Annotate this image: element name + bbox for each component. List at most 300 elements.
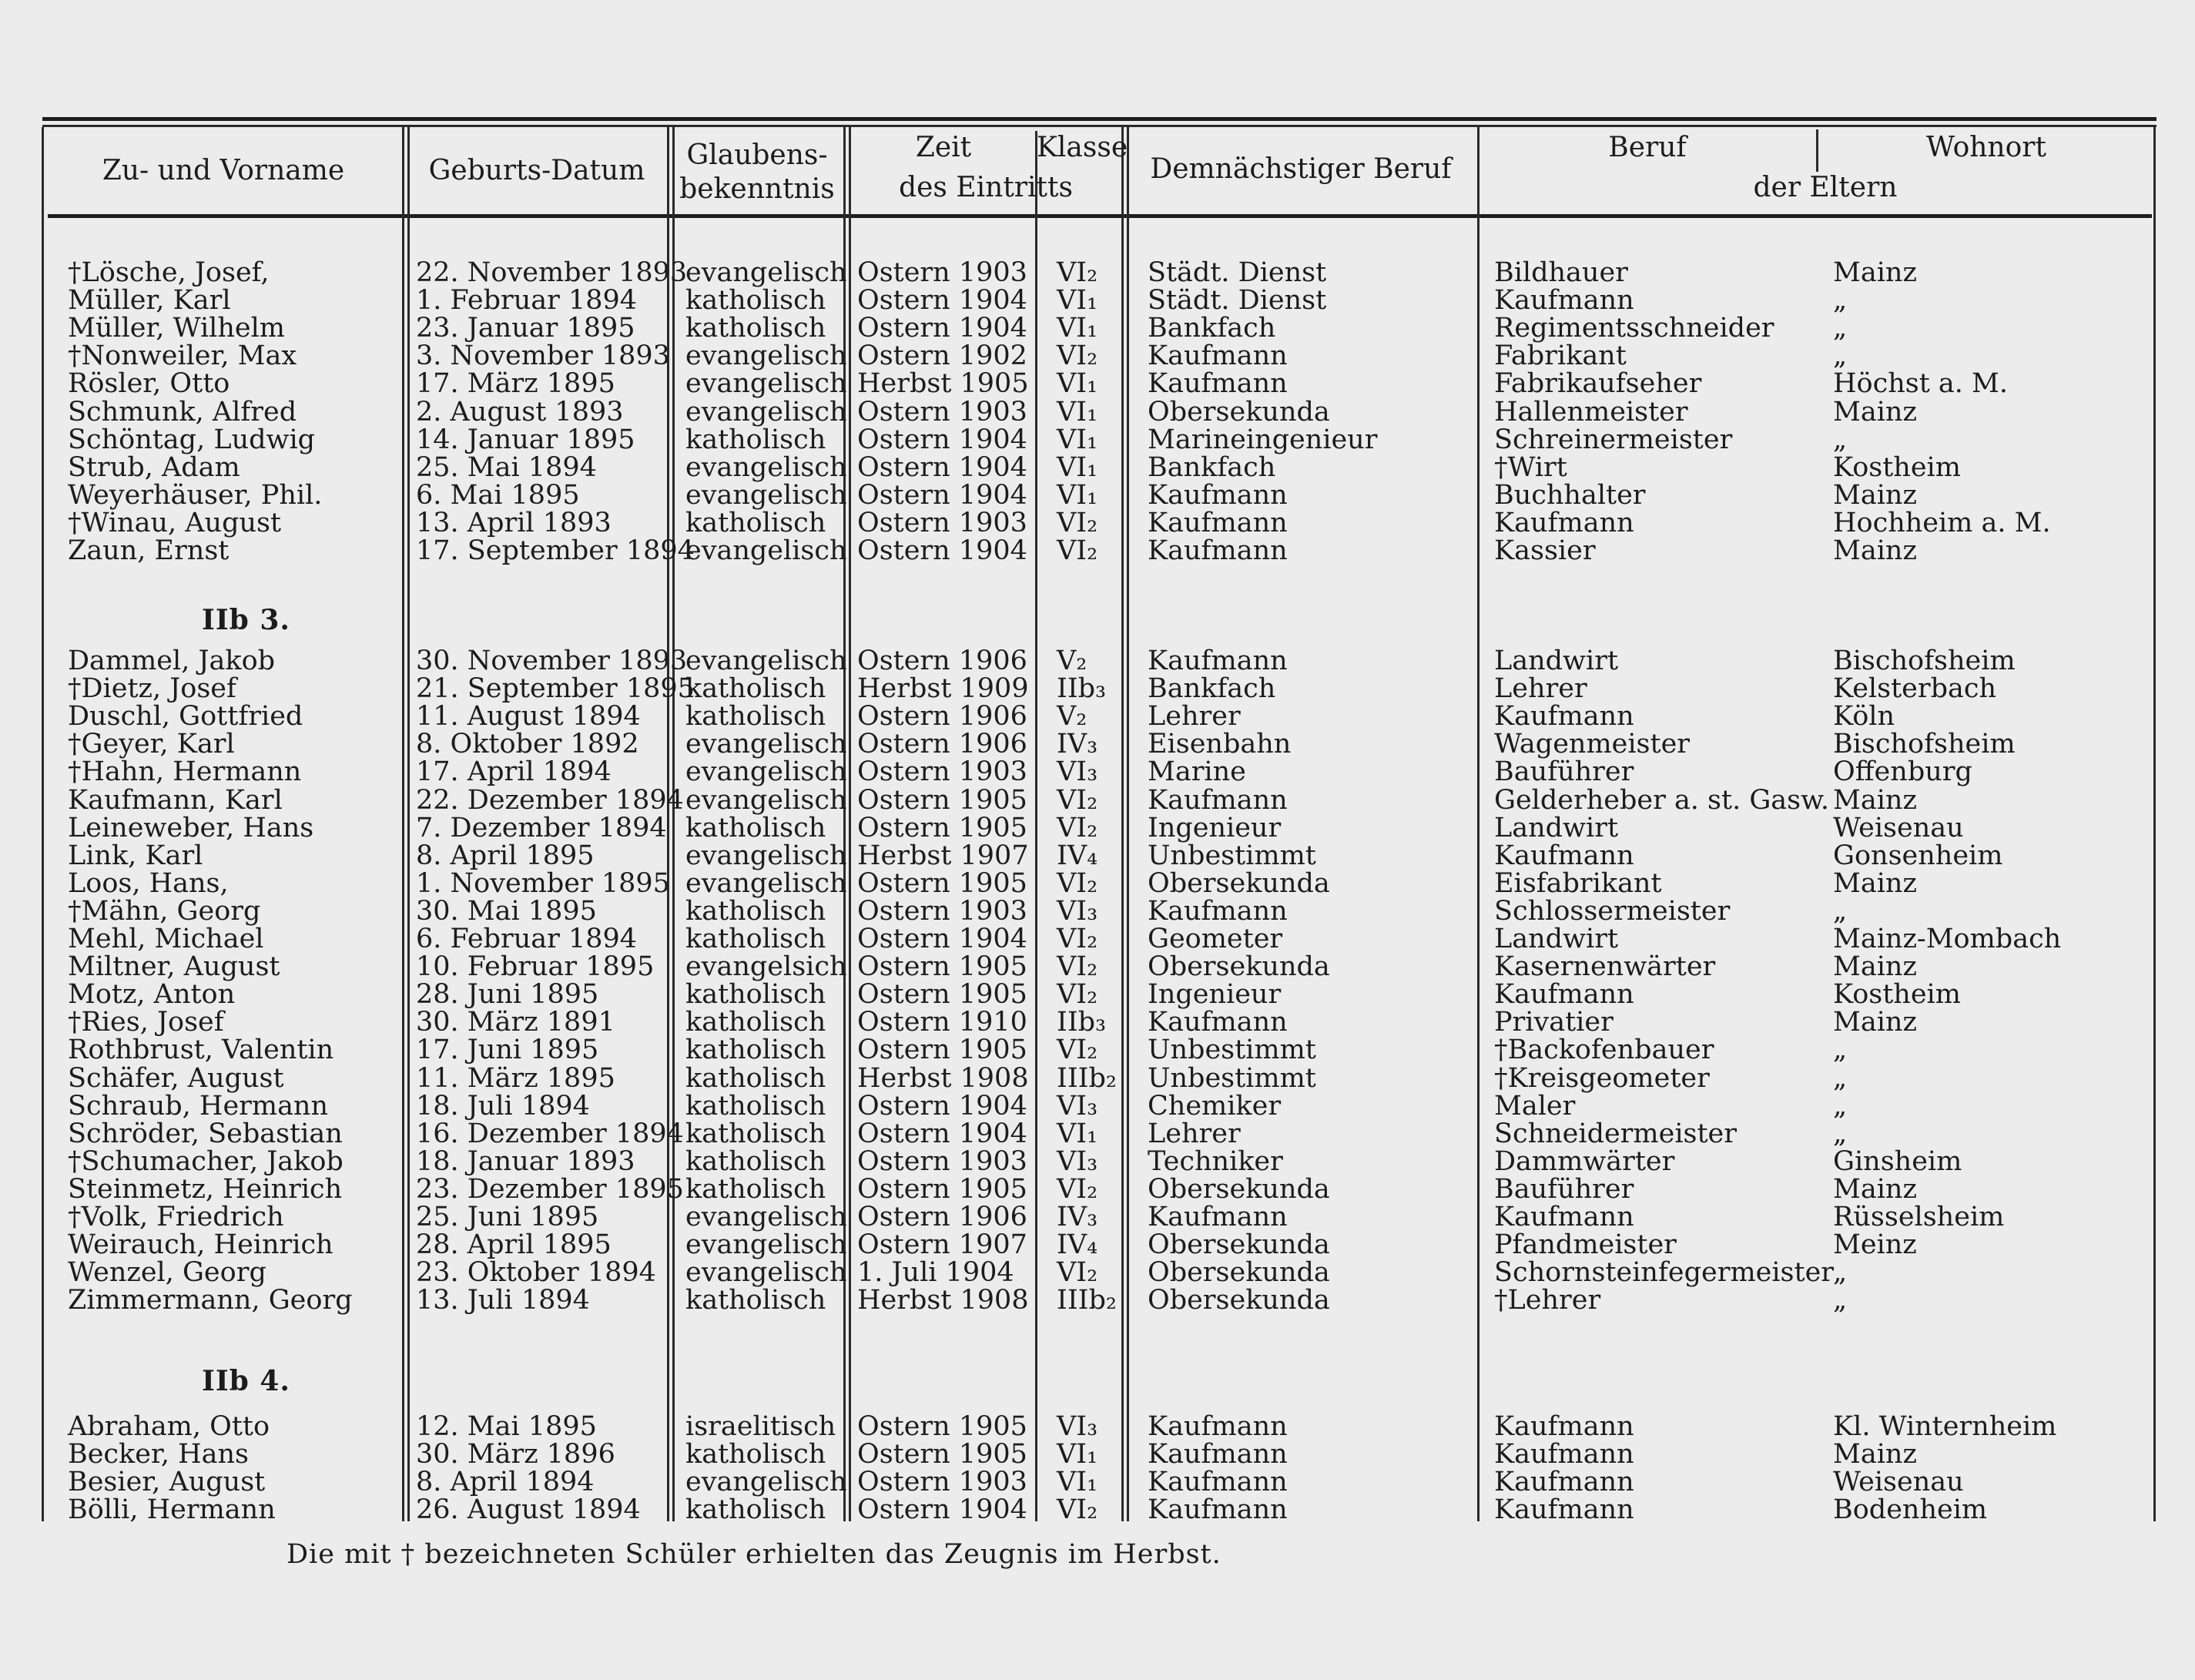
- cell-class: IIb₃: [1057, 673, 1107, 705]
- cell-residence: Mainz: [1833, 784, 1917, 816]
- cell-entry: Ostern 1905: [857, 1439, 1027, 1470]
- cell-name: †Lösche, Josef,: [68, 257, 270, 288]
- cell-class: IV₃: [1057, 1202, 1098, 1232]
- cell-religion: evangelisch: [685, 1202, 847, 1232]
- cell-name: Abraham, Otto: [68, 1411, 270, 1442]
- header-residence: Wohnort: [1926, 132, 2046, 163]
- cell-entry: Ostern 1904: [857, 451, 1027, 483]
- cell-name: †Volk, Friedrich: [68, 1202, 284, 1232]
- cell-parent-job: Kaufmann: [1494, 701, 1634, 733]
- cell-future: Marineingenieur: [1148, 424, 1378, 455]
- column-divider: [2153, 127, 2156, 1521]
- cell-religion: evangelisch: [685, 451, 847, 483]
- cell-parent-job: Schreinermeister: [1494, 424, 1733, 455]
- column-divider: [1121, 127, 1129, 1521]
- cell-birth: 14. Januar 1895: [416, 424, 635, 455]
- cell-parent-job: Schornsteinfegermeister: [1494, 1257, 1835, 1289]
- cell-parent-job: Schneidermeister: [1494, 1118, 1737, 1149]
- top-rule: [42, 117, 2156, 121]
- cell-birth: 22. Dezember 1894: [416, 784, 684, 816]
- cell-future: Chemiker: [1148, 1090, 1282, 1122]
- cell-parent-job: Kassier: [1494, 535, 1596, 566]
- cell-class: VI₁: [1057, 285, 1098, 317]
- cell-class: VI₂: [1057, 812, 1098, 843]
- cell-parent-job: Fabrikant: [1494, 340, 1627, 372]
- cell-residence: Mainz: [1833, 479, 1917, 511]
- cell-entry: Herbst 1907: [857, 840, 1029, 871]
- cell-residence: Ginsheim: [1833, 1145, 1962, 1177]
- cell-entry: Ostern 1903: [857, 1467, 1027, 1498]
- cell-class: VI₂: [1057, 1257, 1098, 1289]
- cell-future: Kaufmann: [1148, 507, 1288, 538]
- cell-birth: 30. Mai 1895: [416, 895, 597, 927]
- cell-residence: „: [1833, 1062, 1848, 1094]
- cell-name: Dammel, Jakob: [68, 646, 276, 676]
- cell-birth: 21. September 1895: [416, 673, 695, 705]
- cell-name: Weirauch, Heinrich: [68, 1229, 333, 1261]
- cell-birth: 23. Januar 1895: [416, 313, 635, 344]
- cell-parent-job: Dammwärter: [1494, 1145, 1675, 1177]
- cell-birth: 11. August 1894: [416, 701, 641, 733]
- cell-birth: 17. März 1895: [416, 368, 615, 400]
- cell-name: Weyerhäuser, Phil.: [68, 479, 323, 511]
- cell-future: Obersekunda: [1148, 867, 1330, 899]
- cell-name: Müller, Karl: [68, 285, 231, 317]
- cell-entry: Ostern 1905: [857, 979, 1027, 1011]
- cell-religion: katholisch: [685, 1285, 826, 1316]
- cell-entry: Ostern 1904: [857, 1494, 1027, 1526]
- cell-religion: evangelisch: [685, 340, 847, 372]
- column-divider: [667, 127, 675, 1521]
- cell-class: VI₁: [1057, 479, 1098, 511]
- cell-future: Kaufmann: [1148, 1007, 1288, 1038]
- cell-future: Techniker: [1148, 1145, 1283, 1177]
- cell-residence: Hochheim a. M.: [1833, 507, 2051, 538]
- cell-birth: 13. Juli 1894: [416, 1285, 590, 1316]
- cell-name: Schmunk, Alfred: [68, 396, 297, 428]
- cell-religion: evangelisch: [685, 368, 847, 400]
- cell-religion: evangelisch: [685, 1229, 847, 1261]
- cell-future: Kaufmann: [1148, 535, 1288, 566]
- cell-birth: 23. Dezember 1895: [416, 1173, 684, 1205]
- cell-parent-job: Schlossermeister: [1494, 895, 1731, 927]
- cell-religion: evangelisch: [685, 257, 847, 288]
- cell-residence: Bodenheim: [1833, 1494, 1988, 1526]
- header-entry: des Eintritts: [899, 172, 1073, 203]
- cell-class: VI₂: [1057, 1034, 1098, 1066]
- header-religion-2: bekenntnis: [679, 173, 835, 205]
- cell-religion: katholisch: [685, 285, 826, 317]
- cell-parent-job: Landwirt: [1494, 646, 1619, 676]
- cell-residence: Köln: [1833, 701, 1895, 733]
- cell-future: Lehrer: [1148, 1118, 1241, 1149]
- cell-class: VI₁: [1057, 424, 1098, 455]
- cell-parent-job: Kaufmann: [1494, 1202, 1634, 1232]
- cell-parent-job: Kaufmann: [1494, 1494, 1634, 1526]
- cell-parent-job: Bauführer: [1494, 1173, 1634, 1205]
- cell-birth: 17. Juni 1895: [416, 1034, 599, 1066]
- cell-birth: 1. November 1895: [416, 867, 670, 899]
- cell-class: IIIb₂: [1057, 1062, 1117, 1094]
- header-future: Demnächstiger Beruf: [1150, 153, 1452, 185]
- cell-future: Marine: [1148, 756, 1246, 788]
- cell-parent-job: Kasernenwärter: [1494, 951, 1716, 983]
- cell-parent-job: Regimentsschneider: [1494, 313, 1774, 344]
- cell-birth: 8. Oktober 1892: [416, 729, 639, 760]
- cell-entry: Herbst 1908: [857, 1285, 1029, 1316]
- cell-religion: katholisch: [685, 1007, 826, 1038]
- cell-residence: Mainz: [1833, 535, 1917, 566]
- cell-religion: katholisch: [685, 424, 826, 455]
- cell-entry: Ostern 1904: [857, 1090, 1027, 1122]
- cell-entry: Ostern 1905: [857, 1173, 1027, 1205]
- cell-birth: 6. Mai 1895: [416, 479, 580, 511]
- cell-future: Kaufmann: [1148, 1411, 1288, 1442]
- cell-class: VI₃: [1057, 1090, 1098, 1122]
- cell-future: Unbestimmt: [1148, 1062, 1316, 1094]
- cell-entry: Ostern 1905: [857, 812, 1027, 843]
- cell-entry: Ostern 1905: [857, 867, 1027, 899]
- header-time: Zeit: [915, 132, 972, 163]
- cell-class: VI₂: [1057, 979, 1098, 1011]
- cell-name: Leineweber, Hans: [68, 812, 314, 843]
- cell-birth: 18. Januar 1893: [416, 1145, 635, 1177]
- cell-parent-job: Buchhalter: [1494, 479, 1646, 511]
- cell-religion: katholisch: [685, 979, 826, 1011]
- cell-future: Städt. Dienst: [1148, 257, 1327, 288]
- cell-parent-job: Kaufmann: [1494, 285, 1634, 317]
- cell-birth: 23. Oktober 1894: [416, 1257, 656, 1289]
- cell-name: †Nonweiler, Max: [68, 340, 297, 372]
- cell-birth: 25. Juni 1895: [416, 1202, 599, 1232]
- cell-birth: 30. März 1891: [416, 1007, 615, 1038]
- cell-religion: katholisch: [685, 313, 826, 344]
- cell-entry: Ostern 1903: [857, 396, 1027, 428]
- cell-residence: Kostheim: [1833, 979, 1961, 1011]
- cell-parent-job: Hallenmeister: [1494, 396, 1688, 428]
- cell-birth: 11. März 1895: [416, 1062, 615, 1094]
- cell-birth: 18. Juli 1894: [416, 1090, 590, 1122]
- cell-name: †Dietz, Josef: [68, 673, 236, 705]
- cell-entry: Herbst 1908: [857, 1062, 1029, 1094]
- cell-birth: 3. November 1893: [416, 340, 670, 372]
- cell-entry: Ostern 1906: [857, 729, 1027, 760]
- cell-entry: Ostern 1904: [857, 924, 1027, 954]
- cell-future: Kaufmann: [1148, 340, 1288, 372]
- cell-entry: Ostern 1904: [857, 424, 1027, 455]
- cell-birth: 2. August 1893: [416, 396, 624, 428]
- cell-class: V₂: [1057, 701, 1087, 733]
- cell-entry: Ostern 1904: [857, 479, 1027, 511]
- cell-parent-job: Landwirt: [1494, 812, 1619, 843]
- cell-class: VI₂: [1057, 951, 1098, 983]
- cell-future: Kaufmann: [1148, 784, 1288, 816]
- cell-birth: 28. Juni 1895: [416, 979, 599, 1011]
- cell-entry: Ostern 1910: [857, 1007, 1027, 1038]
- cell-residence: „: [1833, 285, 1848, 317]
- cell-parent-job: Bauführer: [1494, 756, 1634, 788]
- cell-class: IIb₃: [1057, 1007, 1107, 1038]
- cell-religion: katholisch: [685, 1439, 826, 1470]
- cell-class: IIIb₂: [1057, 1285, 1117, 1316]
- cell-class: IV₄: [1057, 1229, 1098, 1261]
- cell-religion: katholisch: [685, 701, 826, 733]
- cell-parent-job: Privatier: [1494, 1007, 1614, 1038]
- cell-name: Schäfer, August: [68, 1062, 284, 1094]
- cell-future: Bankfach: [1148, 451, 1276, 483]
- header-name: Zu- und Vorname: [102, 155, 345, 186]
- cell-birth: 22. November 1893: [416, 257, 688, 288]
- cell-class: VI₃: [1057, 895, 1098, 927]
- cell-entry: Ostern 1902: [857, 340, 1027, 372]
- cell-residence: „: [1833, 340, 1848, 372]
- cell-parent-job: Bildhauer: [1494, 257, 1628, 288]
- cell-future: Lehrer: [1148, 701, 1241, 733]
- cell-entry: Ostern 1903: [857, 257, 1027, 288]
- cell-name: Rothbrust, Valentin: [68, 1034, 334, 1066]
- section-heading: IIb 4.: [202, 1365, 290, 1397]
- cell-future: Obersekunda: [1148, 396, 1330, 428]
- header-rule: [48, 214, 2152, 218]
- cell-future: Ingenieur: [1148, 812, 1282, 843]
- cell-name: †Hahn, Hermann: [68, 756, 302, 788]
- cell-future: Kaufmann: [1148, 1439, 1288, 1470]
- cell-residence: Höchst a. M.: [1833, 368, 2008, 400]
- cell-residence: Kostheim: [1833, 451, 1961, 483]
- cell-birth: 10. Februar 1895: [416, 951, 655, 983]
- cell-name: Zimmermann, Georg: [68, 1285, 353, 1316]
- cell-residence: Rüsselsheim: [1833, 1202, 2005, 1232]
- cell-residence: Bischofsheim: [1833, 729, 2016, 760]
- cell-entry: Ostern 1903: [857, 507, 1027, 538]
- cell-religion: katholisch: [685, 1090, 826, 1122]
- cell-name: Duschl, Gottfried: [68, 701, 303, 733]
- column-divider: [1816, 129, 1818, 172]
- cell-entry: Herbst 1905: [857, 368, 1029, 400]
- cell-name: Schröder, Sebastian: [68, 1118, 343, 1149]
- cell-name: †Schumacher, Jakob: [68, 1145, 343, 1177]
- cell-residence: Mainz: [1833, 1439, 1917, 1470]
- cell-class: VI₃: [1057, 756, 1098, 788]
- cell-religion: evangelisch: [685, 1257, 847, 1289]
- cell-future: Obersekunda: [1148, 951, 1330, 983]
- cell-residence: Mainz: [1833, 1173, 1917, 1205]
- cell-name: Rösler, Otto: [68, 368, 230, 400]
- top-rule-thin: [42, 125, 2156, 127]
- cell-parent-job: Eisfabrikant: [1494, 867, 1662, 899]
- cell-class: IV₄: [1057, 840, 1098, 871]
- cell-religion: katholisch: [685, 1034, 826, 1066]
- cell-entry: Ostern 1904: [857, 285, 1027, 317]
- cell-residence: Mainz: [1833, 257, 1917, 288]
- cell-residence: „: [1833, 1090, 1848, 1122]
- cell-parent-job: †Backofenbauer: [1494, 1034, 1714, 1066]
- cell-religion: katholisch: [685, 1145, 826, 1177]
- cell-future: Ingenieur: [1148, 979, 1282, 1011]
- cell-future: Unbestimmt: [1148, 840, 1316, 871]
- header-class: Klasse: [1037, 132, 1128, 163]
- cell-future: Unbestimmt: [1148, 1034, 1316, 1066]
- cell-religion: evangelisch: [685, 535, 847, 566]
- cell-parent-job: Maler: [1494, 1090, 1576, 1122]
- cell-birth: 30. März 1896: [416, 1439, 615, 1470]
- cell-name: Zaun, Ernst: [68, 535, 230, 566]
- cell-birth: 1. Februar 1894: [416, 285, 638, 317]
- cell-entry: Ostern 1903: [857, 895, 1027, 927]
- cell-class: VI₁: [1057, 1439, 1098, 1470]
- cell-name: Motz, Anton: [68, 979, 236, 1011]
- cell-birth: 8. April 1894: [416, 1467, 595, 1498]
- cell-religion: evangelisch: [685, 729, 847, 760]
- cell-class: VI₁: [1057, 396, 1098, 428]
- cell-class: VI₂: [1057, 784, 1098, 816]
- cell-name: †Winau, August: [68, 507, 282, 538]
- cell-religion: katholisch: [685, 812, 826, 843]
- cell-future: Kaufmann: [1148, 479, 1288, 511]
- cell-parent-job: Kaufmann: [1494, 1439, 1634, 1470]
- cell-residence: Weisenau: [1833, 812, 1964, 843]
- cell-class: VI₂: [1057, 867, 1098, 899]
- cell-name: Miltner, August: [68, 951, 280, 983]
- cell-parent-job: Kaufmann: [1494, 979, 1634, 1011]
- cell-residence: „: [1833, 424, 1848, 455]
- cell-class: VI₂: [1057, 257, 1098, 288]
- cell-future: Kaufmann: [1148, 646, 1288, 676]
- cell-residence: Mainz: [1833, 951, 1917, 983]
- cell-entry: Ostern 1903: [857, 1145, 1027, 1177]
- cell-entry: Ostern 1905: [857, 1411, 1027, 1442]
- cell-name: †Mähn, Georg: [68, 895, 261, 927]
- cell-future: Obersekunda: [1148, 1229, 1330, 1261]
- cell-class: VI₃: [1057, 1411, 1098, 1442]
- cell-class: IV₃: [1057, 729, 1098, 760]
- column-divider: [1035, 131, 1037, 1521]
- cell-future: Eisenbahn: [1148, 729, 1292, 760]
- column-divider: [843, 127, 851, 1521]
- cell-parent-job: Kaufmann: [1494, 507, 1634, 538]
- cell-religion: evangelisch: [685, 479, 847, 511]
- cell-entry: Ostern 1905: [857, 784, 1027, 816]
- cell-religion: katholisch: [685, 924, 826, 954]
- cell-parent-job: Wagenmeister: [1494, 729, 1691, 760]
- cell-name: Steinmetz, Heinrich: [68, 1173, 343, 1205]
- cell-name: Besier, August: [68, 1467, 266, 1498]
- cell-birth: 17. April 1894: [416, 756, 612, 788]
- cell-entry: Ostern 1906: [857, 646, 1027, 676]
- cell-religion: katholisch: [685, 1173, 826, 1205]
- column-divider: [402, 127, 410, 1521]
- cell-entry: Ostern 1905: [857, 951, 1027, 983]
- cell-religion: evangelisch: [685, 1467, 847, 1498]
- cell-residence: Weisenau: [1833, 1467, 1964, 1498]
- cell-class: VI₂: [1057, 1173, 1098, 1205]
- cell-future: Obersekunda: [1148, 1257, 1330, 1289]
- cell-parent-job: Kaufmann: [1494, 1411, 1634, 1442]
- cell-religion: katholisch: [685, 1494, 826, 1526]
- cell-future: Bankfach: [1148, 673, 1276, 705]
- cell-name: Strub, Adam: [68, 451, 240, 483]
- cell-parent-job: †Wirt: [1494, 451, 1567, 483]
- cell-name: Müller, Wilhelm: [68, 313, 285, 344]
- cell-residence: Offenburg: [1833, 756, 1972, 788]
- cell-residence: Mainz: [1833, 1007, 1917, 1038]
- cell-parent-job: Pfandmeister: [1494, 1229, 1677, 1261]
- cell-entry: Ostern 1906: [857, 1202, 1027, 1232]
- header-religion-1: Glaubens-: [686, 139, 828, 171]
- cell-birth: 6. Februar 1894: [416, 924, 638, 954]
- cell-future: Bankfach: [1148, 313, 1276, 344]
- cell-class: VI₂: [1057, 535, 1098, 566]
- cell-birth: 13. April 1893: [416, 507, 612, 538]
- cell-birth: 12. Mai 1895: [416, 1411, 597, 1442]
- cell-birth: 28. April 1895: [416, 1229, 612, 1261]
- cell-religion: katholisch: [685, 673, 826, 705]
- cell-birth: 7. Dezember 1894: [416, 812, 667, 843]
- cell-class: VI₃: [1057, 1145, 1098, 1177]
- cell-residence: Bischofsheim: [1833, 646, 2016, 676]
- cell-parent-job: Kaufmann: [1494, 1467, 1634, 1498]
- cell-parent-job: †Lehrer: [1494, 1285, 1601, 1316]
- section-heading: IIb 3.: [202, 604, 290, 636]
- cell-birth: 25. Mai 1894: [416, 451, 597, 483]
- cell-name: Mehl, Michael: [68, 924, 264, 954]
- cell-entry: Ostern 1904: [857, 1118, 1027, 1149]
- cell-name: †Ries, Josef: [68, 1007, 224, 1038]
- cell-future: Kaufmann: [1148, 1494, 1288, 1526]
- cell-religion: evangelsich: [685, 951, 847, 983]
- cell-parent-job: Fabrikaufseher: [1494, 368, 1702, 400]
- cell-name: Bölli, Hermann: [68, 1494, 276, 1526]
- cell-residence: Mainz: [1833, 867, 1917, 899]
- cell-entry: Ostern 1906: [857, 701, 1027, 733]
- column-divider: [1477, 127, 1480, 1521]
- cell-parent-job: Lehrer: [1494, 673, 1587, 705]
- cell-religion: evangelisch: [685, 396, 847, 428]
- cell-residence: „: [1833, 1257, 1848, 1289]
- cell-religion: katholisch: [685, 895, 826, 927]
- cell-name: Kaufmann, Karl: [68, 784, 283, 816]
- cell-future: Städt. Dienst: [1148, 285, 1327, 317]
- cell-religion: katholisch: [685, 1118, 826, 1149]
- cell-name: Loos, Hans,: [68, 867, 229, 899]
- cell-future: Geometer: [1148, 924, 1283, 954]
- cell-name: Becker, Hans: [68, 1439, 249, 1470]
- cell-future: Kaufmann: [1148, 368, 1288, 400]
- cell-parent-job: Kaufmann: [1494, 840, 1634, 871]
- cell-residence: „: [1833, 1034, 1848, 1066]
- cell-religion: katholisch: [685, 507, 826, 538]
- header-parent-job: Beruf: [1608, 132, 1687, 163]
- column-divider: [42, 127, 44, 1521]
- cell-name: †Geyer, Karl: [68, 729, 235, 760]
- cell-name: Schraub, Hermann: [68, 1090, 329, 1122]
- cell-residence: Gonsenheim: [1833, 840, 2003, 871]
- cell-residence: „: [1833, 1118, 1848, 1149]
- cell-entry: Ostern 1905: [857, 1034, 1027, 1066]
- cell-class: VI₁: [1057, 368, 1098, 400]
- cell-class: VI₁: [1057, 313, 1098, 344]
- cell-religion: evangelisch: [685, 840, 847, 871]
- cell-class: VI₁: [1057, 451, 1098, 483]
- cell-name: Wenzel, Georg: [68, 1257, 266, 1289]
- cell-residence: Mainz-Mombach: [1833, 924, 2062, 954]
- cell-future: Kaufmann: [1148, 895, 1288, 927]
- cell-residence: „: [1833, 1285, 1848, 1316]
- cell-religion: evangelisch: [685, 784, 847, 816]
- cell-birth: 26. August 1894: [416, 1494, 641, 1526]
- cell-class: VI₂: [1057, 507, 1098, 538]
- cell-future: Obersekunda: [1148, 1173, 1330, 1205]
